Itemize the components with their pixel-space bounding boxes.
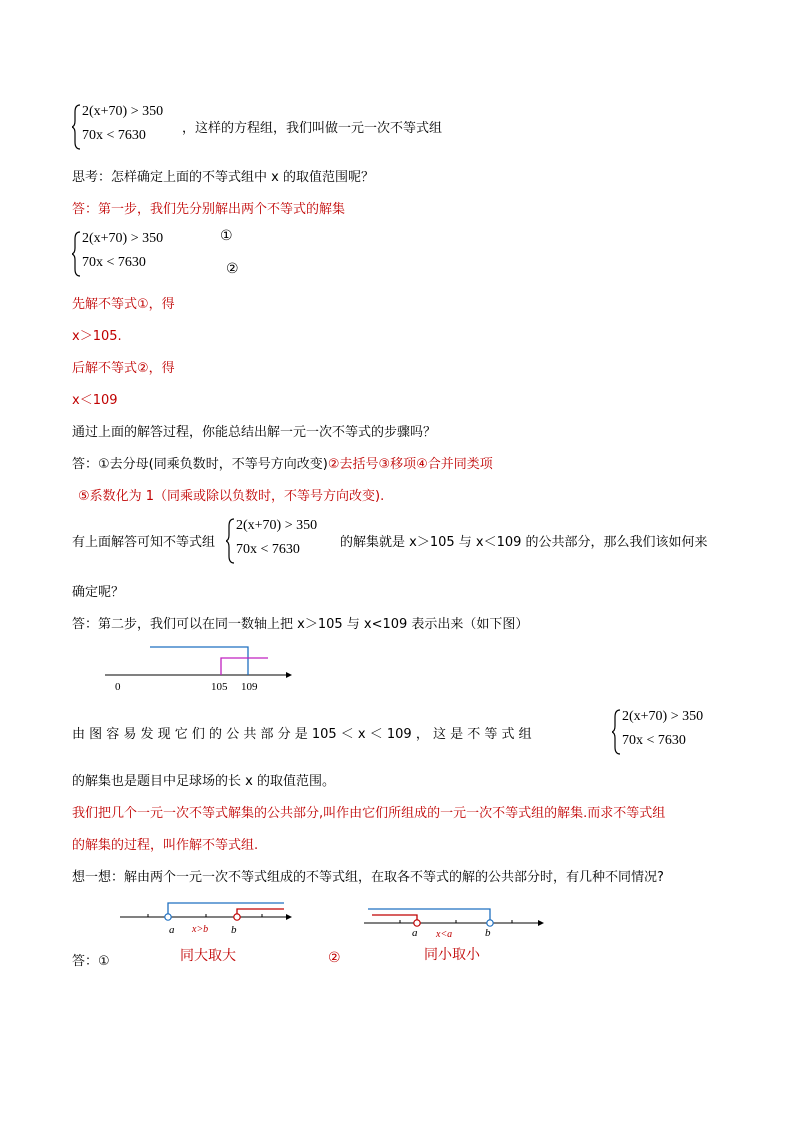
paragraph-answer-cases: 答：① [72,954,110,969]
paragraph-definition-2: 的解集的过程，叫作解不等式组. [72,838,259,853]
tick-label-0: 0 [115,681,121,693]
paragraph-steps [72,453,493,472]
arrow-icon [538,920,544,926]
label-a: a [412,927,418,939]
paragraph-answer-step1: 答：第一步，我们先分别解出两个不等式的解集 [72,202,346,217]
mark-case-2: ② [328,950,341,966]
paragraph-common-part: 由 图 容 易 发 现 它 们 的 公 共 部 分 是 105 ＜ x ＜ 109 ， 这 是 不 等 式 组 [72,727,532,742]
system-line-1: 2(x+70) > 350 [82,231,164,246]
label-condition: x>b [192,924,209,935]
paragraph-solution-range: 的解集也是题目中足球场的长 x 的取值范围。 [72,774,335,789]
solution-x-gt-105 [221,658,268,675]
brace-icon [612,709,622,755]
system-line-1: 2(x+70) > 350 [236,518,318,533]
paragraph-answer-step2: 答：第二步，我们可以在同一数轴上把 x＞105 与 x<109 表示出来（如下图） [72,617,529,632]
solution-x-lt-109 [150,647,248,675]
open-dot-a [165,914,171,920]
paragraph-1: ，这样的方程组，我们叫做一元一次不等式组 [182,121,443,136]
paragraph-think: 思考：怎样确定上面的不等式组中 x 的取值范围呢？ [72,170,374,185]
paragraph-determine: 确定呢？ [72,585,125,600]
caption-same-large: 同大取大 [180,948,236,964]
system-line-2: 70x < 7630 [236,542,300,557]
open-dot-b [487,920,493,926]
ray-x-gt-a [168,903,284,917]
ray-x-lt-a [372,915,417,923]
paragraph-known-a: 有上面解答可知不等式组 [72,535,216,550]
open-dot-a [414,920,420,926]
tick-label-105: 105 [211,681,228,693]
number-line-figure-1 [100,640,300,696]
steps-part-1: 答：①去分母(同乘负数时，不等号方向改变) [72,457,328,472]
paragraph-think-more: 想一想：解由两个一元一次不等式组成的不等式组，在取各不等式的解的公共部分时，有几种不同情况? [72,870,664,885]
brace-icon [72,104,82,150]
ray-x-gt-b [237,909,284,917]
paragraph-solve-2: 后解不等式②，得 [72,361,175,376]
system-line-2: 70x < 7630 [622,733,686,748]
paragraph-question: 通过上面的解答过程，你能总结出解一元一次不等式的步骤吗？ [72,425,437,440]
paragraph-definition-1: 我们把几个一元一次不等式解集的公共部分,叫作由它们所组成的一元一次不等式组的解集.而求不等式组 [72,806,666,821]
system-line-1: 2(x+70) > 350 [82,104,164,119]
brace-icon [72,231,82,277]
steps-part-2: ②去括号③移项④合并同类项 [327,457,493,472]
arrow-icon [286,914,292,920]
system-line-2: 70x < 7630 [82,128,146,143]
mark-1: ① [220,228,233,244]
paragraph-solve-1: 先解不等式①，得 [72,297,175,312]
paragraph-step5: ⑤系数化为 1（同乘或除以负数时，不等号方向改变). [78,489,385,504]
open-dot-b [234,914,240,920]
caption-same-small: 同小取小 [424,947,480,963]
arrow-icon [286,672,292,678]
label-a: a [169,924,175,936]
paragraph-known-b: 的解集就是 x＞105 与 x＜109 的公共部分，那么我们该如何来 [340,535,708,550]
brace-icon [226,518,236,564]
label-b: b [485,927,491,939]
number-line-figure-3 [360,896,550,940]
mark-2: ② [226,261,239,277]
system-line-1: 2(x+70) > 350 [622,709,704,724]
ray-x-lt-b [368,909,490,923]
number-line-figure-2 [116,896,296,936]
label-condition: x<a [436,929,453,940]
result-2: x＜109 [72,393,118,408]
label-b: b [231,924,237,936]
result-1: x＞105. [72,329,122,344]
tick-label-109: 109 [241,681,258,693]
system-line-2: 70x < 7630 [82,255,146,270]
